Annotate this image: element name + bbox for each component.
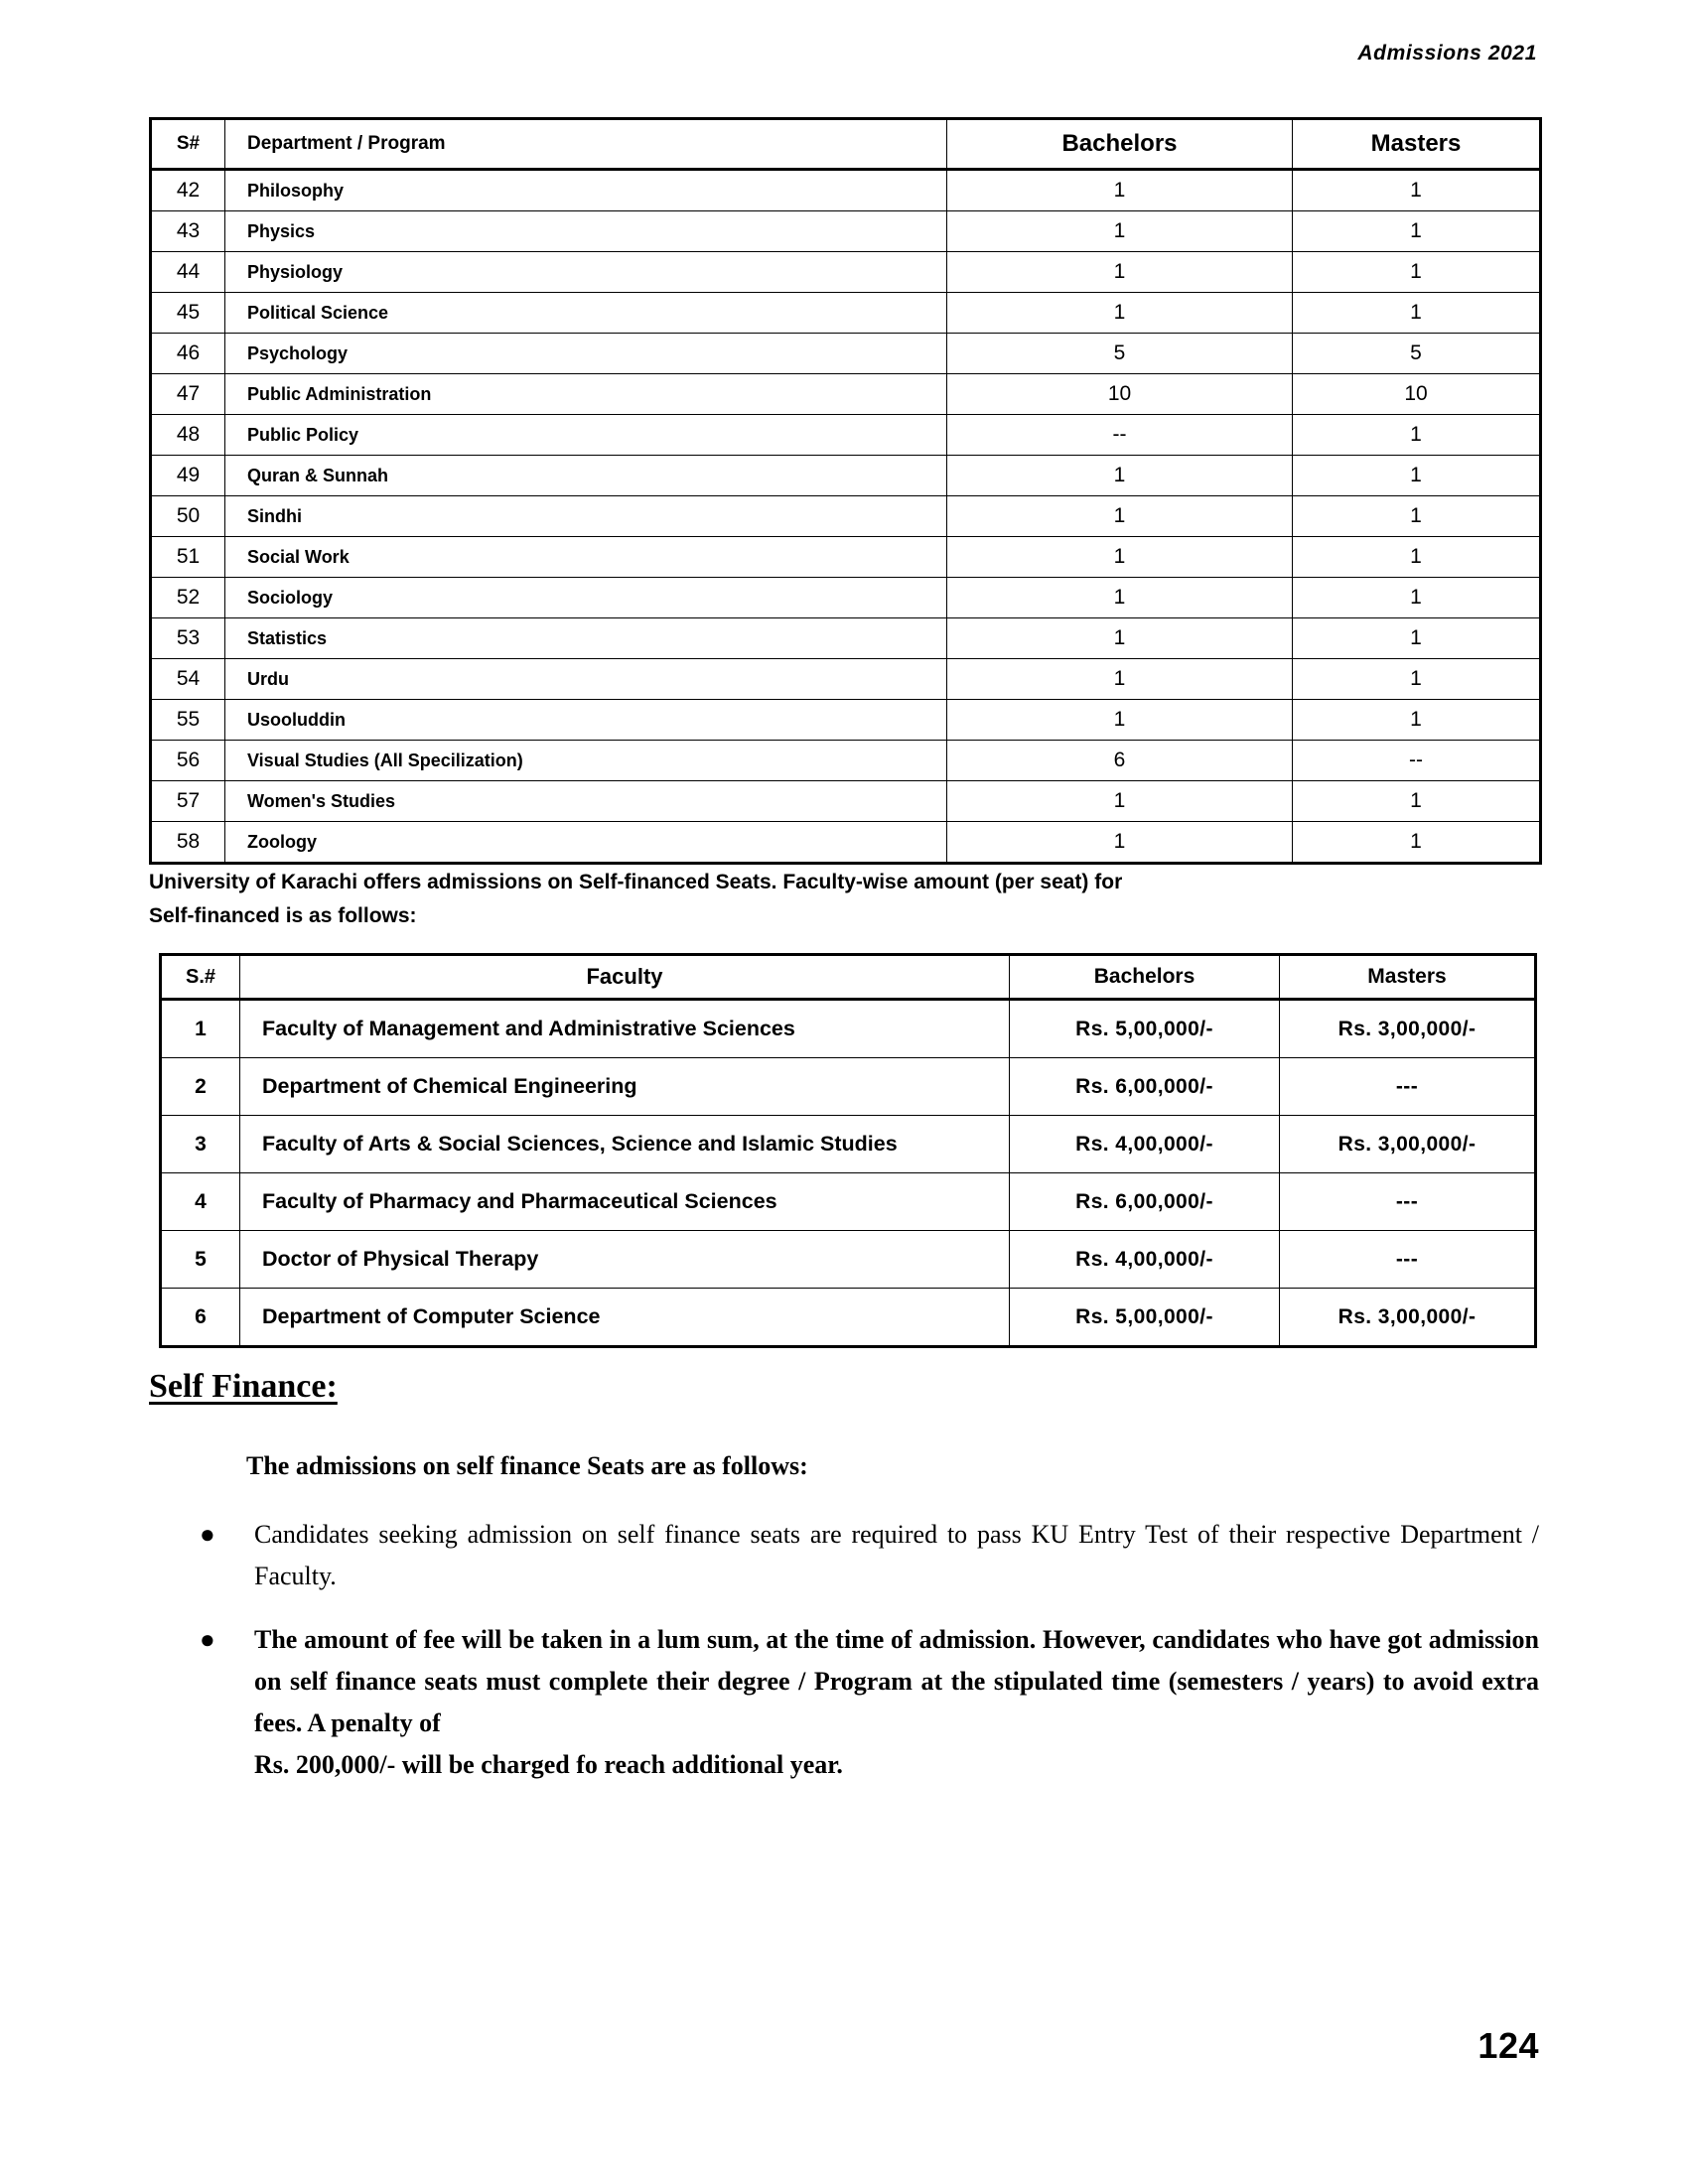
cell-sn: 2 (161, 1058, 240, 1116)
cell-sn: 58 (151, 822, 225, 864)
cell-masters: 1 (1293, 252, 1541, 293)
cell-masters: --- (1280, 1058, 1536, 1116)
bullet-text: Candidates seeking admission on self finance seats are required to pass KU Entry Test of their respective Department / Faculty. (254, 1520, 1539, 1590)
programs-col-header-masters: Masters (1293, 119, 1541, 170)
cell-sn: 48 (151, 415, 225, 456)
cell-sn: 50 (151, 496, 225, 537)
cell-bachelors: 1 (947, 822, 1293, 864)
programs-col-header-program: Department / Program (225, 119, 947, 170)
cell-bachelors: 1 (947, 456, 1293, 496)
cell-program: Public Administration (225, 374, 947, 415)
table-row (151, 170, 1541, 211)
cell-bachelors: 1 (947, 496, 1293, 537)
cell-bachelors: 1 (947, 781, 1293, 822)
cell-masters: 1 (1293, 496, 1541, 537)
cell-bachelors: 1 (947, 618, 1293, 659)
cell-sn: 5 (161, 1231, 240, 1289)
fees-col-header-bachelors: Bachelors (1010, 955, 1280, 1000)
cell-sn: 4 (161, 1173, 240, 1231)
cell-program: Sindhi (225, 496, 947, 537)
table-row (151, 537, 1541, 578)
table-row (151, 374, 1541, 415)
cell-program: Sociology (225, 578, 947, 618)
cell-sn: 57 (151, 781, 225, 822)
cell-faculty: Doctor of Physical Therapy (240, 1231, 1010, 1289)
programs-col-header-sn: S# (151, 119, 225, 170)
cell-sn: 44 (151, 252, 225, 293)
cell-bachelors: 6 (947, 741, 1293, 781)
fees-col-header-sn: S.# (161, 955, 240, 1000)
cell-sn: 51 (151, 537, 225, 578)
cell-masters: 10 (1293, 374, 1541, 415)
cell-masters: Rs. 3,00,000/- (1280, 1000, 1536, 1058)
bullet-text-tail: Rs. 200,000/- will be charged fo reach additional year. (254, 1750, 843, 1779)
cell-sn: 49 (151, 456, 225, 496)
cell-bachelors: 1 (947, 293, 1293, 334)
programs-table (149, 117, 1542, 865)
cell-faculty: Faculty of Pharmacy and Pharmaceutical Sciences (240, 1173, 1010, 1231)
cell-bachelors: 1 (947, 252, 1293, 293)
bullet-text: The amount of fee will be taken in a lum sum, at the time of admission. However, candidates who have got admission on self finance seats must complete their degree / Program at the stipulated time (semesters / years) to avoid extra fees. A penalty of (254, 1625, 1539, 1737)
cell-sn: 42 (151, 170, 225, 211)
cell-masters: 5 (1293, 334, 1541, 374)
programs-table-body (151, 170, 1541, 864)
self-finance-bullet-list (194, 1514, 1539, 1808)
table-row (151, 741, 1541, 781)
cell-program: Quran & Sunnah (225, 456, 947, 496)
cell-sn: 47 (151, 374, 225, 415)
cell-program: Political Science (225, 293, 947, 334)
cell-masters: 1 (1293, 781, 1541, 822)
self-finance-heading: Self Finance: (149, 1368, 338, 1405)
intro-line-1: University of Karachi offers admissions on Self-financed Seats. Faculty-wise amount (per seat) for (149, 871, 1123, 893)
table-row (151, 334, 1541, 374)
page-number: 124 (1477, 2025, 1539, 2066)
list-item (194, 1619, 1539, 1786)
cell-masters: 1 (1293, 659, 1541, 700)
cell-program: Physics (225, 211, 947, 252)
cell-sn: 55 (151, 700, 225, 741)
cell-masters: 1 (1293, 578, 1541, 618)
cell-bachelors: Rs. 6,00,000/- (1010, 1173, 1280, 1231)
table-row (151, 496, 1541, 537)
cell-program: Urdu (225, 659, 947, 700)
table-row (151, 415, 1541, 456)
table-row (161, 1173, 1536, 1231)
cell-program: Zoology (225, 822, 947, 864)
table-row (151, 578, 1541, 618)
cell-bachelors: -- (947, 415, 1293, 456)
cell-masters: 1 (1293, 170, 1541, 211)
cell-bachelors: 1 (947, 659, 1293, 700)
table-row (151, 211, 1541, 252)
cell-masters: 1 (1293, 618, 1541, 659)
table-row (151, 456, 1541, 496)
self-financed-intro-paragraph (149, 866, 1539, 933)
cell-sn: 56 (151, 741, 225, 781)
cell-sn: 3 (161, 1116, 240, 1173)
table-row (161, 1116, 1536, 1173)
cell-bachelors: 1 (947, 700, 1293, 741)
cell-bachelors: 1 (947, 537, 1293, 578)
table-row (161, 1289, 1536, 1347)
fees-table-header-row (161, 955, 1536, 1000)
cell-masters: 1 (1293, 211, 1541, 252)
bullet-point-icon: ● (200, 1520, 215, 1549)
cell-masters: 1 (1293, 293, 1541, 334)
cell-bachelors: Rs. 4,00,000/- (1010, 1116, 1280, 1173)
cell-bachelors: Rs. 5,00,000/- (1010, 1289, 1280, 1347)
cell-masters: 1 (1293, 415, 1541, 456)
table-row (151, 293, 1541, 334)
fees-table-body (161, 1000, 1536, 1347)
table-row (161, 1000, 1536, 1058)
intro-line-2: Self-financed is as follows: (149, 904, 417, 927)
table-row (151, 700, 1541, 741)
cell-bachelors: 5 (947, 334, 1293, 374)
cell-masters: --- (1280, 1231, 1536, 1289)
cell-program: Usooluddin (225, 700, 947, 741)
fees-table-head (161, 955, 1536, 1000)
cell-bachelors: 10 (947, 374, 1293, 415)
cell-program: Philosophy (225, 170, 947, 211)
table-row (151, 781, 1541, 822)
programs-table-head (151, 119, 1541, 170)
cell-bachelors: Rs. 5,00,000/- (1010, 1000, 1280, 1058)
cell-masters: Rs. 3,00,000/- (1280, 1116, 1536, 1173)
table-row (151, 822, 1541, 864)
cell-program: Statistics (225, 618, 947, 659)
table-row (151, 659, 1541, 700)
cell-sn: 46 (151, 334, 225, 374)
cell-sn: 54 (151, 659, 225, 700)
cell-faculty: Department of Computer Science (240, 1289, 1010, 1347)
table-row (151, 618, 1541, 659)
table-row (161, 1231, 1536, 1289)
fees-col-header-faculty: Faculty (240, 955, 1010, 1000)
cell-faculty: Faculty of Management and Administrative Sciences (240, 1000, 1010, 1058)
cell-program: Physiology (225, 252, 947, 293)
cell-program: Public Policy (225, 415, 947, 456)
cell-bachelors: Rs. 4,00,000/- (1010, 1231, 1280, 1289)
cell-program: Women's Studies (225, 781, 947, 822)
cell-bachelors: 1 (947, 211, 1293, 252)
cell-bachelors: Rs. 6,00,000/- (1010, 1058, 1280, 1116)
cell-bachelors: 1 (947, 578, 1293, 618)
cell-sn: 53 (151, 618, 225, 659)
cell-faculty: Department of Chemical Engineering (240, 1058, 1010, 1116)
bullet-point-icon: ● (200, 1625, 215, 1654)
cell-faculty: Faculty of Arts & Social Sciences, Science and Islamic Studies (240, 1116, 1010, 1173)
fees-col-header-masters: Masters (1280, 955, 1536, 1000)
programs-col-header-bachelors: Bachelors (947, 119, 1293, 170)
table-row (151, 252, 1541, 293)
cell-program: Social Work (225, 537, 947, 578)
cell-masters: --- (1280, 1173, 1536, 1231)
cell-sn: 52 (151, 578, 225, 618)
cell-program: Visual Studies (All Specilization) (225, 741, 947, 781)
list-item (194, 1514, 1539, 1597)
self-finance-fees-table (159, 953, 1537, 1348)
self-finance-subheading: The admissions on self finance Seats are as follows: (246, 1451, 808, 1480)
cell-masters: 1 (1293, 456, 1541, 496)
cell-masters: -- (1293, 741, 1541, 781)
cell-bachelors: 1 (947, 170, 1293, 211)
cell-masters: 1 (1293, 700, 1541, 741)
cell-masters: Rs. 3,00,000/- (1280, 1289, 1536, 1347)
cell-sn: 45 (151, 293, 225, 334)
cell-sn: 6 (161, 1289, 240, 1347)
cell-sn: 1 (161, 1000, 240, 1058)
cell-masters: 1 (1293, 822, 1541, 864)
cell-program: Psychology (225, 334, 947, 374)
cell-masters: 1 (1293, 537, 1541, 578)
running-header-title: Admissions 2021 (1357, 42, 1537, 65)
cell-sn: 43 (151, 211, 225, 252)
table-row (161, 1058, 1536, 1116)
programs-table-header-row (151, 119, 1541, 170)
